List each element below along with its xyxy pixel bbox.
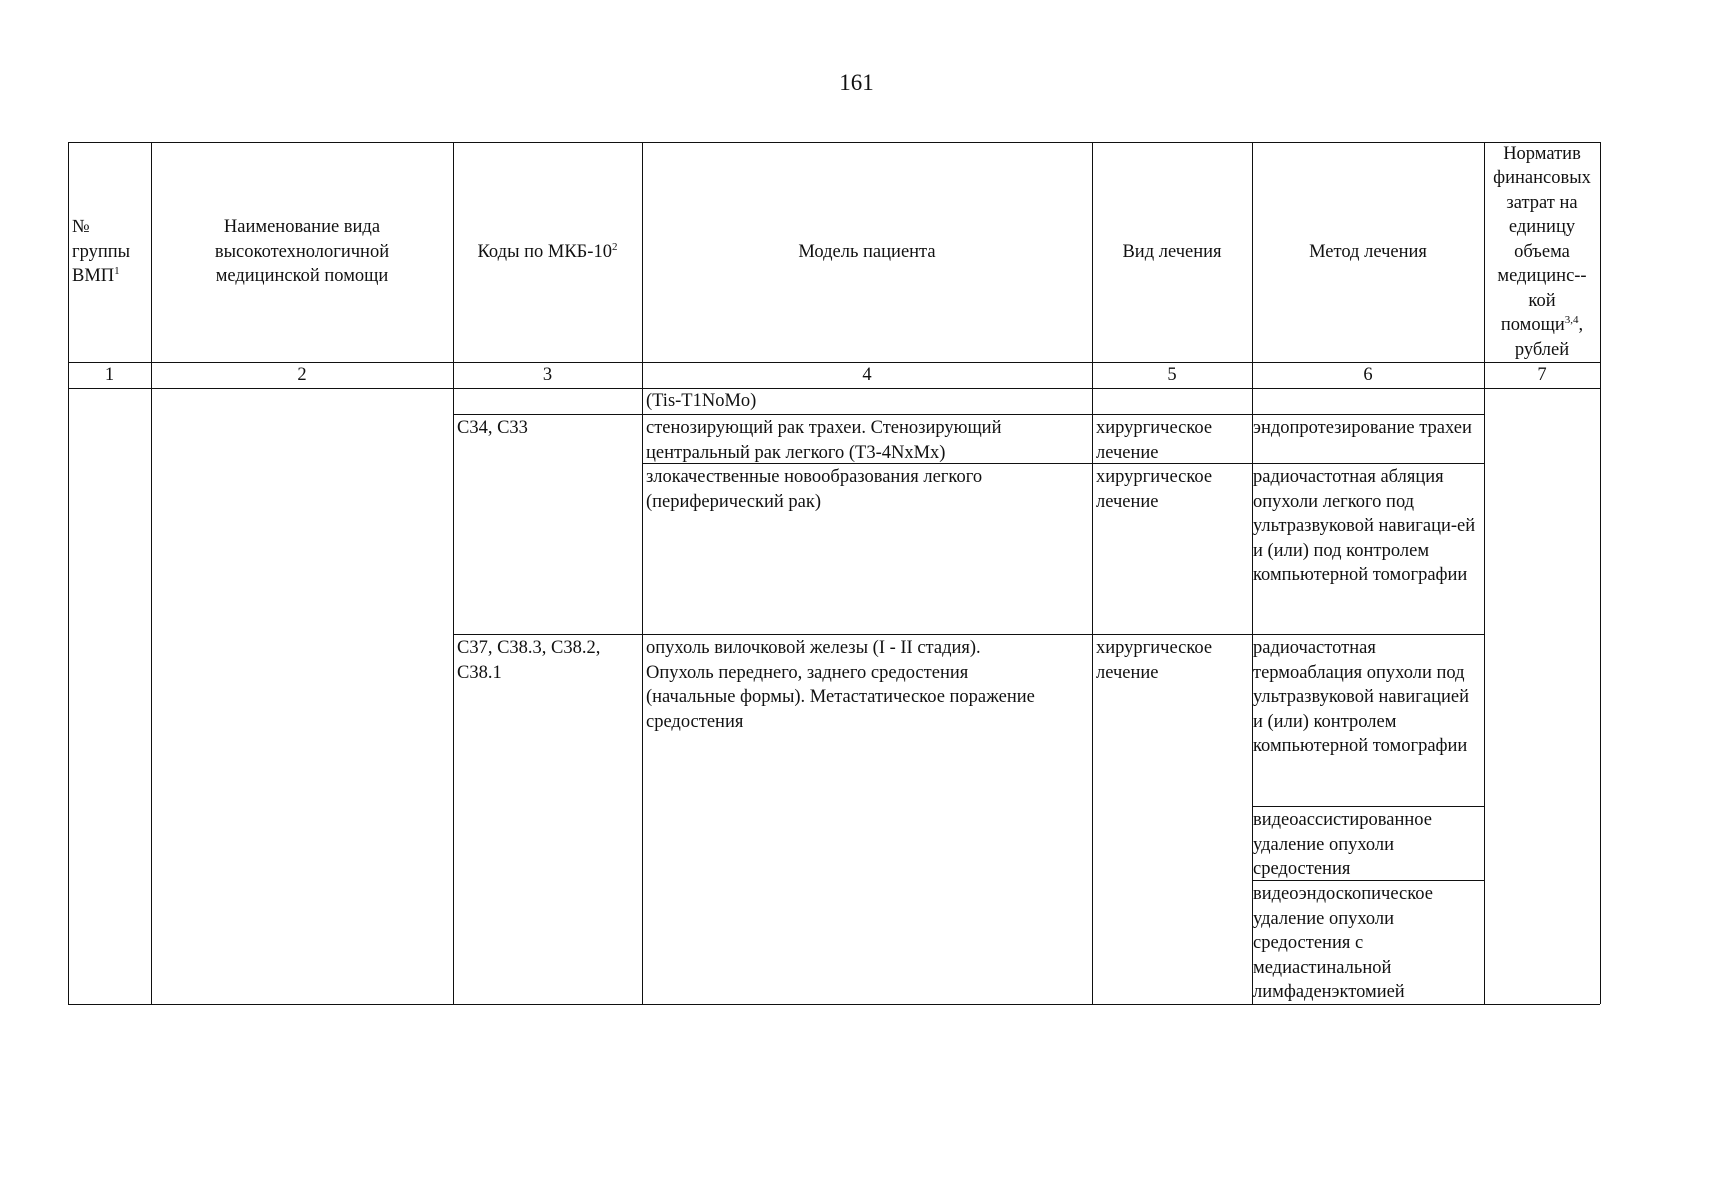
row-3-treatment-type: хирургическое лечение [1096,638,1213,683]
header-bottom-border [68,362,1600,363]
row-2-method: радиочастотная абляция опухоли легкого под ультразвуковой навигаци-ей и (или) под контролем компьютерной томографии [1253,467,1476,585]
header-icd-codes-sup: 2 [611,240,618,253]
column-number-3: 3 [542,365,553,385]
method-divider-2 [1252,880,1484,881]
row-2-bottom-border [453,634,1484,635]
row-1-method: эндопротезирование трахеи [1253,418,1472,438]
table-bottom-border [68,1004,1600,1005]
column-number-6: 6 [1363,365,1373,385]
row-0-bottom-border [453,414,1484,415]
header-treatment-type-text: Вид лечения [1122,241,1222,262]
column-number-5: 5 [1167,365,1177,385]
column-number-7: 7 [1537,365,1547,385]
method-divider-1 [1252,806,1484,807]
header-patient-model-text: Модель пациента [798,241,936,262]
header-group-number [68,142,151,362]
column-number-1: 1 [104,365,115,385]
header-cost-standard-tail: , рублей [1514,315,1584,360]
header-patient-model [642,142,1092,362]
col-border-1 [151,142,152,1004]
column-number-2: 2 [297,365,307,385]
header-group-number-text: № группы ВМП [72,217,131,287]
row-3-method-2: видеоассистированное удаление опухоли средостения [1253,810,1432,879]
header-treatment-method-text: Метод лечения [1309,241,1427,262]
row-0-patient-model: (Tis-T1NoMo) [646,391,757,411]
row-3-patient-model: опухоль вилочковой железы (I - II стадия). Опухоль переднего, заднего средостения (начальные формы). Метастатическое поражение средостения [646,638,1035,732]
medical-care-table [68,142,1600,1004]
header-group-number-sup: 1 [114,265,120,278]
col-border-3 [642,142,643,1004]
col-border-2 [453,142,454,1004]
row-1-patient-model: стенозирующий рак трахеи. Стенозирующий центральный рак легкого (T3-4NxMx) [646,418,1002,463]
col-border-4 [1092,142,1093,1004]
header-icd-codes-text: Коды по МКБ-10 [477,241,612,262]
row-1-treatment-type: хирургическое лечение [1096,418,1213,463]
row-2-treatment-type: хирургическое лечение [1096,467,1213,512]
row-1-bottom-border [642,463,1484,464]
col-border-left [68,142,69,1004]
col-border-right [1600,142,1601,1004]
numbers-bottom-border [68,388,1600,389]
col-border-5 [1252,142,1253,1004]
row-3-method-1: радиочастотная термоаблация опухоли под ультразвуковой навигацией и (или) контролем компьютерной томографии [1253,638,1469,756]
column-number-4: 4 [862,365,872,385]
page-number: 161 [839,70,874,95]
header-care-type-name [151,142,453,362]
header-cost-standard-sup: 3,4 [1564,314,1579,327]
header-treatment-method [1252,142,1484,362]
header-treatment-type [1092,142,1252,362]
row-1-codes: C34, C33 [457,418,528,438]
header-cost-standard [1484,142,1600,362]
col-border-6 [1484,142,1485,1004]
row-3-codes: C37, C38.3, C38.2, C38.1 [457,638,601,683]
header-icd-codes [453,142,642,362]
row-3-method-3: видеоэндоскопическое удаление опухоли средостения с медиастинальной лимфаденэктомией [1253,884,1433,1002]
header-cost-standard-text: Норматив финансовых затрат на единицу объема медицинс--кой помощи [1493,143,1591,336]
table-top-border [68,142,1600,143]
row-2-patient-model: злокачественные новообразования легкого (периферический рак) [646,467,983,512]
header-care-type-name-text: Наименование вида высокотехнологичной медицинской помощи [214,217,390,287]
